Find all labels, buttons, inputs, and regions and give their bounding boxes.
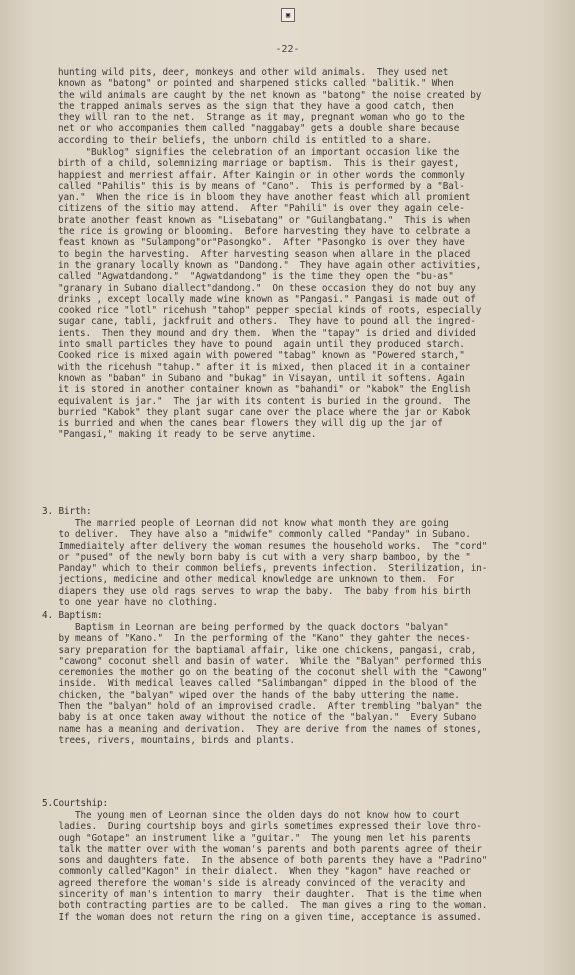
section-heading: 5.Courtship: bbox=[42, 798, 108, 809]
section-body: Baptism in Leornan are being performed by the quack doctors "balyan" by means of "Kano." In the performing of the "Kano" they gahter the neces- sary preparation for the baptiamal affair, like one chickens, pangasi, crab, "cawong" coconut shell and basin of water. While the "Balyan" performed this ceremonies the mother go on the beating of the coconut shell with the "Cawong" inside. With medical leaves called "Salimbangan" dipped in the blood of the chicken, the "balyan" wiped over the hands of the baby uttering the name. Then the "balyan" hold of an improvised cradle. After trembling "balyan" the baby is at once taken away without the notice of the "balyan." Every Subano name has a meaning and derivation. They are derive from the names of stones, trees, rivers, mountains, birds and plants. bbox=[58, 622, 488, 746]
section-heading: 4. Baptism: bbox=[42, 610, 103, 621]
paragraph-hunting: hunting wild pits, deer, monkeys and other wild animals. They used net known as "batong" or pointed and sharpened sticks called "balitik." When the wild animals are caught by the net known as "batong" the noise created by the trapped animals serves as the sign that they have a good catch, then they will ran to the net. Strange as it may, pregnant woman who go to the net or who accompanies them called "naggabay" gets a double share because according to their beliefs, the unborn child is entitled to a share. bbox=[58, 67, 482, 146]
binder-mark-icon: ▣ bbox=[281, 8, 295, 22]
paragraph-buklog: "Buklog" signifies the celebration of an important occasion like the birth of a child, solemnizing marriage or baptism. This is their gayest, happiest and merriest affair. After Kaingin or in other words the commonly called "Pahilis" this is by means of "Cano". This is performed by a "Bal- yan." When the rice is in bloom they have another feast which all promient citizens of the sitio may attend. After "Pahili" is over they again cele- brate another feast known as "Lisebatang" or "Guilangbatang." This is when the rice is growing or blooming. Before harvesting they have to celbrate a feast known as "Sulampong"or"Pasongko". After "Pasongko is over they have to begin the harvesting. After harvesting season when allare in the placed in the granary locally known as "Dandong." They have again other activities, called "Agwatdandong." "Agwatdandong" is the time they open the "bu-as" "granary in Subano diallect"dandong." On these occasion they do not buy any drinks , except locally made wine known as "Pangasi." Pangasi is made out of cooked rice "lotl" ricehush "tahop" pepper special kinds of roots, especially sugar cane, tabli, jackfruit and others. They have to pound all the ingred- ients. Then they mound and dry them. When the "tapay" is dried and divided into small particles they have to pound again until they produced starch. Cooked rice is mixed again with powered "tabag" known as "Powered starch," with the ricehush "tahup." after it is mixed, then placed it in a container known as "baban" in Subano and "bukag" in Visayan, until it softens. Again it is stored in another container known as "bahandi" or "kabok" the English equivalent is jar." The jar with its content is buried in the ground. The burried "Kabok" they plant sugar cane over the place where the jar or Kabok is burried and when the canes bear flowers they will dig up the jar of "Pangasi," making it ready to be serve anytime. bbox=[58, 147, 482, 441]
section-body: The married people of Leornan did not know what month they are going to deliver. They have also a "midwife" commonly called "Panday" in Subano. Immediaitely after delivery the woman resumes the household works. The "cord" or "pused" of the newly born baby is cut with a very sharp bamboo, by the " Panday" which to their common beliefs, prevents infection. Sterilization, in- jections, medicine and other medical knowledge are unknown to them. For diapers they use old rags serves to wrap the baby. The baby from his birth to one year have no clothing. bbox=[58, 518, 488, 609]
section-heading: 3. Birth: bbox=[42, 506, 92, 517]
section-body: The young men of Leornan since the olden days do not know how to court ladies. During courtship boys and girls sometimes expressed their love thro- ough "Gotape" an instrument like a "guitar." The young men let his parents talk the matter over with the woman's parents and both parents agree of their sons and daughters fate. In the absence of both parents they have a "Padrino" commonly called"Kagon" in their dialect. When they "kagon" have reached or agreed therefore the woman's side is already convinced of the veracity and sincerity of man's intention to marry their daughter. That is the time when both contracting parties are to be called. The man gives a ring to the woman. If the woman does not return the ring on a given time, acceptance is assumed. bbox=[58, 810, 488, 923]
page-number: -22- bbox=[275, 44, 300, 55]
